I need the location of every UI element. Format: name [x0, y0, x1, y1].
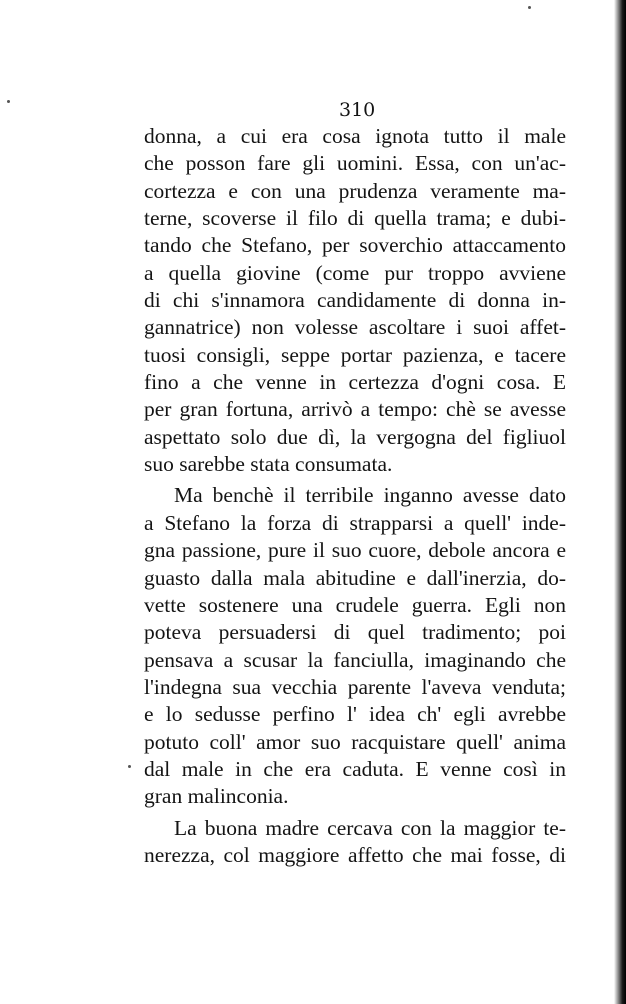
- text-line: tuosi consigli, seppe portar pazienza, e tacere: [144, 342, 566, 367]
- text-line: suo sarebbe stata consumata.: [144, 452, 393, 477]
- text-line: a Stefano la forza di strapparsi a quell' inde-: [144, 510, 566, 535]
- ink-speck: [528, 6, 531, 9]
- text-line: donna, a cui era cosa ignota tutto il male: [144, 124, 566, 148]
- text-line: potuto coll' amor suo racquistare quell' anima: [144, 729, 566, 754]
- text-line: di chi s'innamora candidamente di donna in-: [144, 288, 566, 313]
- text-line: a quella giovine (come pur troppo avviene: [144, 260, 566, 285]
- text-line: gna passione, pure il suo cuore, debole ancora e: [144, 538, 566, 563]
- text-line: e lo sedusse perfino l' idea ch' egli avrebbe: [144, 702, 566, 727]
- text-line: fino a che venne in certezza d'ogni cosa. E: [144, 370, 566, 395]
- text-line: per gran fortuna, arrivò a tempo: chè se avesse: [144, 397, 566, 422]
- text-line: terne, scoverse il filo di quella trama; e dubi-: [144, 206, 566, 231]
- text-line: vette sostenere una crudele guerra. Egli non: [144, 592, 566, 617]
- ink-speck: [7, 100, 10, 103]
- body-text: [144, 123, 566, 869]
- text-line: nerezza, col maggiore affetto che mai fosse, di: [144, 842, 566, 867]
- text-line: cortezza e con una prudenza veramente ma-: [144, 178, 566, 203]
- page-edge-shadow: [614, 0, 626, 1004]
- text-line: l'indegna sua vecchia parente l'aveva venduta;: [144, 674, 566, 699]
- text-line: tando che Stefano, per soverchio attaccamento: [144, 233, 566, 258]
- page-number: 310: [339, 99, 376, 121]
- text-line: che posson fare gli uomini. Essa, con un'ac-: [144, 151, 566, 176]
- text-line: dal male in che era caduta. E venne così in: [144, 756, 566, 781]
- text-line: gannatrice) non volesse ascoltare i suoi affet-: [144, 315, 566, 340]
- text-line: Ma benchè il terribile inganno avesse dato: [174, 483, 566, 508]
- text-line: guasto dalla mala abitudine e dall'inerzia, do-: [144, 565, 566, 590]
- text-line: pensava a scusar la fanciulla, imaginando che: [144, 647, 566, 672]
- text-line: gran malinconia.: [144, 784, 289, 809]
- ink-speck: [128, 765, 131, 768]
- text-line: poteva persuadersi di quel tradimento; poi: [144, 620, 566, 645]
- text-line: La buona madre cercava con la maggior te-: [174, 815, 566, 840]
- text-line: aspettato solo due dì, la vergogna del figliuol: [144, 424, 566, 449]
